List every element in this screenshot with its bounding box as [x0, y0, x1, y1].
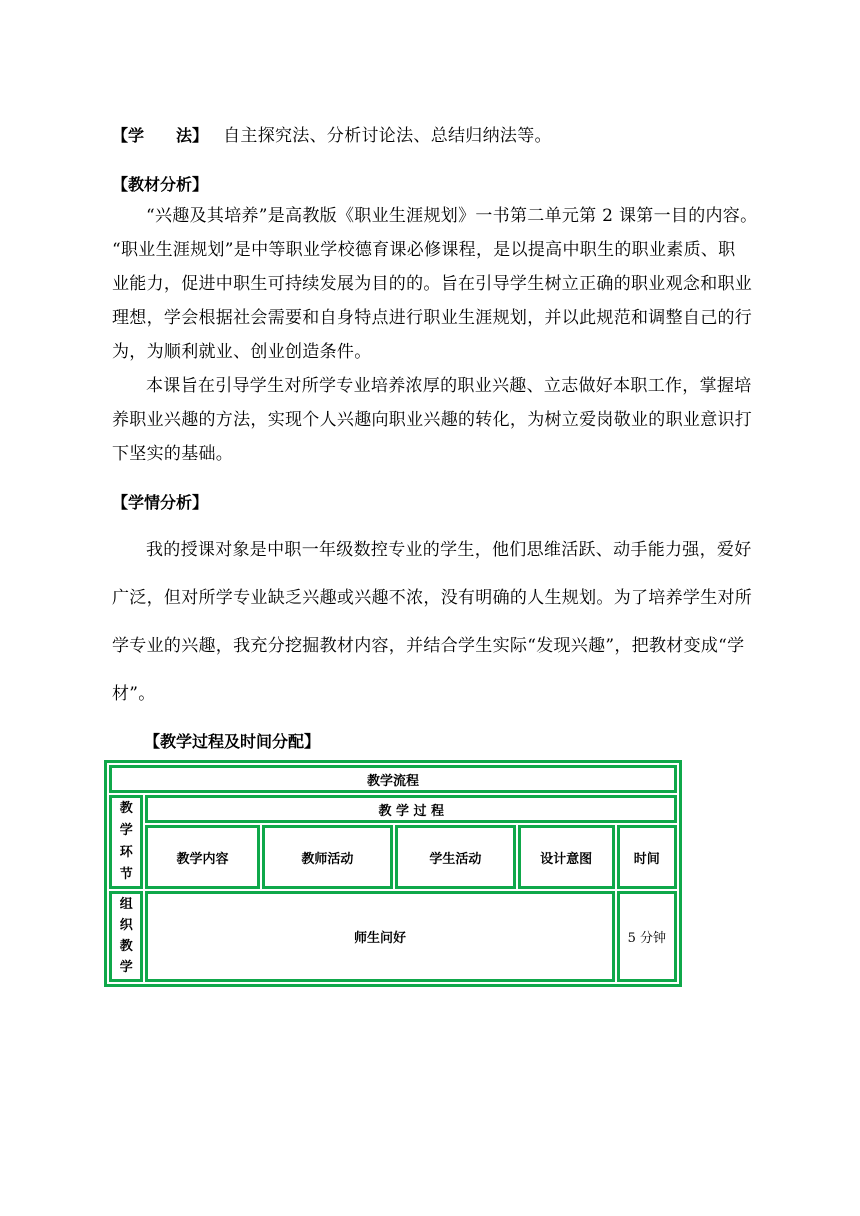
process-heading: 【教学过程及时间分配】 [144, 732, 321, 751]
textbook-line-2: “职业生涯规划”是中等职业学校德育课必修课程，是以提高中职生的职业素质、职 [112, 240, 736, 260]
stage-header [109, 795, 143, 889]
row-stage [109, 891, 143, 982]
teaching-flow-table [104, 760, 682, 987]
col-header-student: 学生活动 [395, 825, 516, 889]
row-time: 5 分钟 [617, 891, 677, 982]
method-text: 自主探究法、分析讨论法、总结归纳法等。 [223, 126, 552, 146]
row-content: 师生问好 [145, 891, 614, 982]
col-header-content: 教学内容 [145, 825, 259, 889]
textbook-line-5: 为，为顺利就业、创业创造条件。 [112, 342, 372, 362]
table-title: 教学流程 [109, 765, 677, 793]
student-line-4: 材”。 [112, 684, 156, 704]
student-line-3: 学专业的兴趣，我充分挖掘教材内容，并结合学生实际“发现兴趣”，把教材变成“学 [112, 636, 745, 656]
textbook-line-6: 本课旨在引导学生对所学专业培养浓厚的职业兴趣、立志做好本职工作，掌握培 [146, 376, 752, 396]
row-stage-text: 组织教学 [119, 897, 133, 975]
textbook-line-3: 业能力，促进中职生可持续发展为目的的。旨在引导学生树立正确的职业观念和职业 [112, 274, 753, 294]
textbook-line-8: 下坚实的基础。 [112, 444, 234, 464]
col-header-teacher: 教师活动 [262, 825, 393, 889]
textbook-analysis-heading: 【教材分析】 [112, 175, 209, 194]
student-line-2: 广泛，但对所学专业缺乏兴趣或兴趣不浓，没有明确的人生规划。为了培养学生对所 [112, 588, 753, 608]
col-header-time: 时间 [617, 825, 677, 889]
method-label: 【学 法】 [112, 126, 209, 145]
process-header: 教 学 过 程 [145, 795, 677, 823]
textbook-line-7: 养职业兴趣的方法，实现个人兴趣向职业兴趣的转化，为树立爱岗敬业的职业意识打 [112, 410, 753, 430]
stage-header-text: 教学环节 [119, 801, 133, 882]
student-analysis-heading: 【学情分析】 [112, 493, 209, 512]
textbook-line-1: “兴趣及其培养”是高教版《职业生涯规划》一书第二单元第 2 课第一目的内容。 [146, 206, 758, 226]
textbook-line-4: 理想，学会根据社会需要和自身特点进行职业生涯规划，并以此规范和调整自己的行 [112, 308, 753, 328]
student-line-1: 我的授课对象是中职一年级数控专业的学生，他们思维活跃、动手能力强，爱好 [146, 540, 752, 560]
col-header-intent: 设计意图 [518, 825, 615, 889]
method-line [112, 126, 552, 146]
